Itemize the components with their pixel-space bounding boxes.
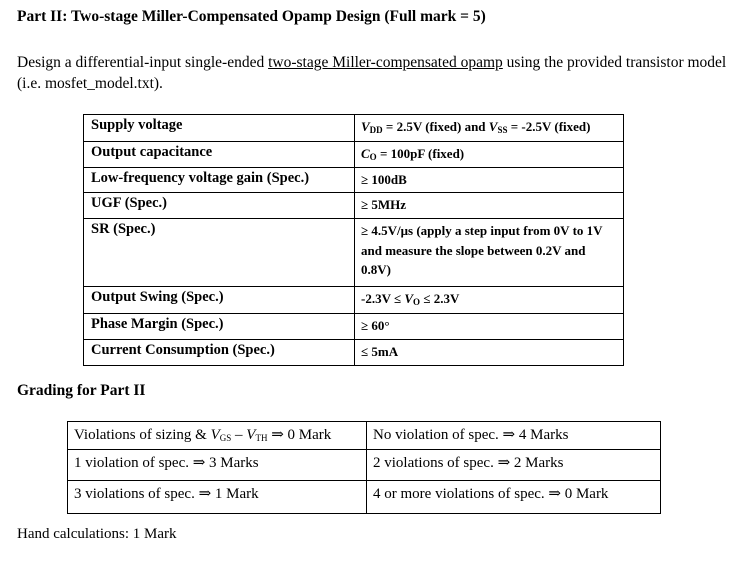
value-text: -2.3V ≤ [361,291,405,306]
spec-row-swing [84,287,624,314]
var-v: V [210,427,220,443]
spec-row-phase-margin [84,313,624,339]
var-v: V [246,427,256,443]
grading-text: Violations of sizing & [74,427,211,443]
grading-row [68,422,661,450]
spec-value: ≥ 5MHz [355,193,624,219]
spec-label: UGF (Spec.) [84,193,355,219]
grading-cell: 1 violation of spec. ⇒ 3 Marks [68,450,367,481]
spec-row-supply [84,115,624,142]
grading-cell [68,422,367,450]
value-text: = 100pF (fixed) [376,145,465,161]
value-text: = -2.5V (fixed) [507,119,591,134]
var-v: V [404,291,414,306]
grading-title: Grading for Part II [17,382,146,399]
grading-cell: 3 violations of spec. ⇒ 1 Mark [68,481,367,514]
spec-row-gain [84,168,624,193]
spec-label: Supply voltage [84,115,355,142]
grading-cell: 2 violations of spec. ⇒ 2 Marks [367,450,661,481]
var-v: V [488,119,498,134]
spec-row-ugf [84,193,624,219]
spec-label: SR (Spec.) [84,219,355,287]
spec-row-current [84,339,624,365]
subscript: SS [497,125,508,135]
spec-value: ≥ 100dB [355,168,624,193]
subscript: TH [255,433,268,443]
spec-label: Phase Margin (Spec.) [84,313,355,339]
intro-paragraph [17,52,727,94]
spec-value: ≥ 60° [355,313,624,339]
spec-label: Low-frequency voltage gain (Spec.) [84,168,355,193]
grading-row [68,450,661,481]
spec-value: ≤ 5mA [355,339,624,365]
spec-value: ≥ 4.5V/μs (apply a step input from 0V to 1V and measure the slope between 0.2V and 0.8V) [355,219,624,287]
spec-row-capacitance [84,141,624,168]
spec-label: Output capacitance [84,141,355,168]
var-v: V [361,119,370,134]
grading-table [67,421,661,514]
var-c: C [361,145,370,161]
subscript: O [369,151,377,162]
spec-value [355,141,624,168]
spec-value [355,115,624,142]
grading-text: – [231,427,247,443]
spec-table [83,114,624,366]
subscript: O [413,297,421,307]
value-text: ≤ 2.3V [420,291,460,306]
spec-row-sr [84,219,624,287]
spec-value [355,287,624,314]
grading-cell: 4 or more violations of spec. ⇒ 0 Mark [367,481,661,514]
subscript: DD [369,125,383,135]
subscript: GS [219,433,232,443]
grading-row [68,481,661,514]
grading-cell: No violation of spec. ⇒ 4 Marks [367,422,661,450]
spec-label: Output Swing (Spec.) [84,287,355,314]
value-text: = 2.5V (fixed) and [382,119,489,134]
intro-text-before: Design a differential-input single-ended [17,54,269,71]
intro-text-after: using the provided transistor model (i.e. mosfet_model.txt). [17,54,727,92]
grading-text: ⇒ 0 Mark [267,427,332,443]
intro-underlined-text: two-stage Miller-compensated opamp [268,54,503,71]
section-heading: Part II: Two-stage Miller-Compensated Opamp Design (Full mark = 5) [17,8,486,25]
hand-calculations: Hand calculations: 1 Mark [17,526,177,542]
spec-label: Current Consumption (Spec.) [84,339,355,365]
